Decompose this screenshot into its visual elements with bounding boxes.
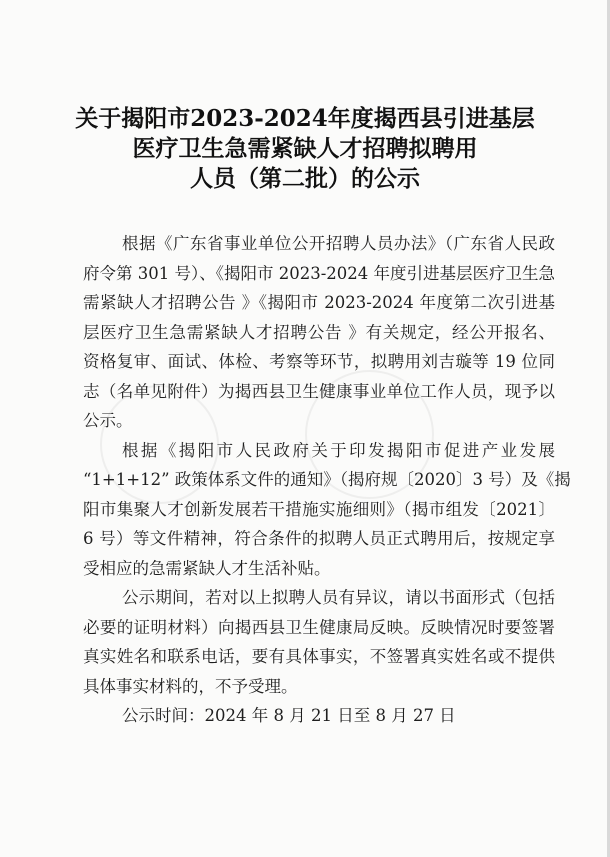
paragraph-2	[83, 436, 571, 584]
text-line: 层医疗卫生急需紧缺人才招聘公告 》有关规定，经公开报名、	[83, 322, 555, 342]
document-title	[0, 104, 610, 194]
text-line: 根据《揭阳市人民政府关于印发揭阳市促进产业发展	[122, 440, 555, 460]
text-line: 阳市集聚人才创新发展若干措施实施细则》（揭市组发〔2021〕	[83, 499, 555, 519]
title-line: 人员（第二批）的公示	[190, 165, 420, 192]
text-line: 志（名单见附件）为揭西县卫生健康事业单位工作人员，现予以	[83, 381, 555, 401]
document-body	[83, 229, 571, 731]
paragraph-1	[83, 229, 555, 436]
text-line: 公示时间：2024 年 8 月 21 日至 8 月 27 日	[122, 706, 456, 725]
notice-period	[83, 701, 555, 731]
title-line: 医疗卫生急需紧缺人才招聘拟聘用	[132, 135, 478, 162]
text-line: 受相应的急需紧缺人才生活补贴。	[83, 558, 331, 578]
text-line: 必要的证明材料）向揭西县卫生健康局反映。反映情况时要签署	[83, 617, 555, 637]
text-line: 公示。	[83, 411, 133, 430]
title-line: 关于揭阳市2023-2024年度揭西县引进基层	[75, 105, 535, 132]
text-line: 6 号）等文件精神，符合条件的拟聘人员正式聘用后，按规定享	[83, 529, 555, 548]
paragraph-3	[83, 583, 555, 701]
text-line: 真实姓名和联系电话，要有具体事实，不签署真实姓名或不提供	[83, 647, 555, 666]
text-line: 具体事实材料的，不予受理。	[83, 676, 298, 696]
text-line: 根据《广东省事业单位公开招聘人员办法》（广东省人民政	[122, 234, 555, 253]
text-line: “1+1+12” 政策体系文件的通知》（揭府规〔2020〕3 号）及《揭	[83, 470, 571, 489]
text-line: 府令第 301 号）、《揭阳市 2023-2024 年度引进基层医疗卫生急	[83, 263, 556, 283]
text-line: 需紧缺人才招聘公告 》《揭阳市 2023-2024 年度第二次引进基	[83, 293, 555, 312]
text-line: 公示期间，若对以上拟聘人员有异议，请以书面形式（包括	[122, 588, 555, 607]
text-line: 资格复审、面试、体检、考察等环节，拟聘用刘吉璇等 19 位同	[83, 352, 555, 371]
